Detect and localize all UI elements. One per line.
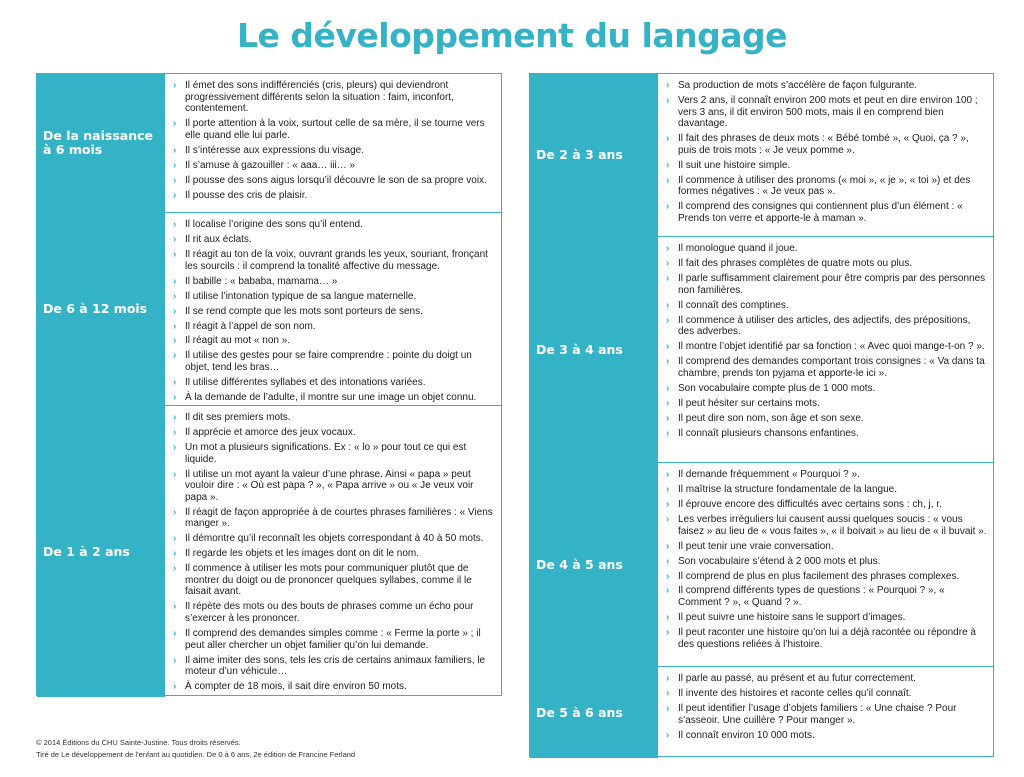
milestone-item: › Il pousse des cris de plaisir.: [173, 190, 495, 202]
milestone-item: › Il comprend de plus en plus facilement des phrases complexes.: [666, 571, 987, 583]
source-line: Tiré de Le développement de l’enfant au quotidien. De 0 à 6 ans, 2e édition de Francine Ferland: [36, 750, 356, 759]
milestone-item: › Il peut identifier l’usage d’objets familiers : « Une chaise ? Pour s’asseoir. Une cuillère ? Pour manger ».: [666, 703, 987, 726]
milestone-item: › Il rit aux éclats.: [173, 234, 495, 246]
age-row: [530, 74, 993, 236]
age-label: De 5 à 6 ans: [530, 667, 658, 758]
milestone-item: › Il répète des mots ou des bouts de phrases comme un écho pour s’exercer à les prononcer.: [173, 601, 495, 624]
milestone-item: › Il éprouve encore des difficultés avec certains sons : ch, j, r.: [666, 499, 987, 511]
milestone-item: › Vers 2 ans, il connaît environ 200 mots et peut en dire environ 100 ; vers 3 ans, il dit environ 500 mots, mais il en comprend bien davantage.: [666, 95, 987, 130]
milestone-item: › Il démontre qu’il reconnaît les objets correspondant à 40 à 50 mots.: [173, 533, 495, 545]
milestone-item: › Son vocabulaire compte plus de 1 000 mots.: [666, 383, 987, 395]
milestone-item: › Il réagit à l’appel de son nom.: [173, 321, 495, 333]
milestone-item: › Il porte attention à la voix, surtout celle de sa mère, il se tourne vers elle quand elle lui parle.: [173, 118, 495, 141]
milestone-item: › Il utilise différentes syllabes et des intonations variées.: [173, 377, 495, 389]
milestone-item: › Il réagit au ton de la voix, ouvrant grands les yeux, souriant, fronçant les sourcils : il comprend la tonalité affective du message.: [173, 249, 495, 272]
milestone-item: › Il comprend des demandes comportant trois consignes : « Va dans ta chambre, prends ton pyjama et apporte-le ici ».: [666, 356, 987, 379]
milestone-list: [658, 667, 993, 758]
milestone-item: › Il apprécie et amorce des jeux vocaux.: [173, 427, 495, 439]
left-table: [36, 73, 502, 696]
age-label: De la naissance à 6 mois: [37, 74, 165, 212]
milestone-item: › Il commence à utiliser des pronoms (« moi », « je », « toi ») et des formes négatives : « Je veux pas ».: [666, 175, 987, 198]
milestone-item: › Il utilise un mot ayant la valeur d’une phrase. Ainsi « papa » peut vouloir dire : « Où est papa ? », « Papa arrive » ou « Je veux voir papa ».: [173, 469, 495, 504]
milestone-item: › Il réagit au mot « non ».: [173, 335, 495, 347]
milestone-item: › Son vocabulaire s’étend à 2 000 mots et plus.: [666, 556, 987, 568]
milestone-item: › Il connaît environ 10 000 mots.: [666, 730, 987, 742]
right-table: [529, 73, 994, 757]
age-label: De 1 à 2 ans: [37, 406, 165, 697]
milestone-item: › Il s’amuse à gazouiller : « aaa… iii… »: [173, 160, 495, 172]
milestone-item: › Il comprend des consignes qui contiennent plus d’un élément : « Prends ton verre et apporte-le à maman ».: [666, 201, 987, 224]
milestone-item: › Il fait des phrases de deux mots : « Bébé tombé », « Quoi, ça ? », puis de trois mots : « Je veux pomme ».: [666, 133, 987, 156]
age-row: [37, 74, 501, 212]
milestone-item: › Il comprend des demandes simples comme : « Ferme la porte » ; il peut aller chercher un objet familier qu’on lui demande.: [173, 628, 495, 651]
age-label: De 6 à 12 mois: [37, 213, 165, 405]
milestone-list: [658, 463, 993, 666]
milestone-item: › À la demande de l’adulte, il montre sur une image un objet connu.: [173, 392, 495, 404]
milestone-item: › Il se rend compte que les mots sont porteurs de sens.: [173, 306, 495, 318]
milestone-item: › Un mot a plusieurs significations. Ex : « lo » pour tout ce qui est liquide.: [173, 442, 495, 465]
milestone-list: [658, 74, 993, 236]
age-label: De 4 à 5 ans: [530, 463, 658, 666]
milestone-item: › Sa production de mots s’accélère de façon fulgurante.: [666, 80, 987, 92]
age-row: [530, 236, 993, 462]
age-row: [37, 212, 501, 405]
age-label: De 3 à 4 ans: [530, 237, 658, 462]
milestone-item: › Il connaît plusieurs chansons enfantines.: [666, 428, 987, 440]
milestone-item: › Il réagit de façon appropriée à de courtes phrases familières : « Viens manger ».: [173, 507, 495, 530]
copyright-line: © 2014 Éditions du CHU Sainte-Justine. Tous droits réservés.: [36, 738, 241, 747]
milestone-item: › Il montre l’objet identifié par sa fonction : « Avec quoi mange-t-on ? ».: [666, 341, 987, 353]
milestone-item: › Il suit une histoire simple.: [666, 160, 987, 172]
milestone-item: › Il peut tenir une vraie conversation.: [666, 541, 987, 553]
age-label: De 2 à 3 ans: [530, 74, 658, 236]
milestone-item: › Il peut raconter une histoire qu’on lui a déjà racontée ou répondre à des questions reliées à l’histoire.: [666, 627, 987, 650]
milestone-item: › Il invente des histoires et raconte celles qu’il connaît.: [666, 688, 987, 700]
milestone-item: › Il commence à utiliser les mots pour communiquer plutôt que de montrer du doigt ou de prononcer quelques syllabes, comme il le faisait avant.: [173, 563, 495, 598]
age-row: [530, 462, 993, 666]
milestone-item: › Il utilise des gestes pour se faire comprendre : pointe du doigt un objet, tend les bras…: [173, 350, 495, 373]
milestone-item: › À compter de 18 mois, il sait dire environ 50 mots.: [173, 681, 495, 693]
milestone-list: [658, 237, 993, 462]
milestone-item: › Il dit ses premiers mots.: [173, 412, 495, 424]
milestone-item: › Il commence à utiliser des articles, des adjectifs, des prépositions, des adverbes.: [666, 315, 987, 338]
milestone-item: › Il localise l’origine des sons qu’il entend.: [173, 219, 495, 231]
milestone-item: › Il parle suffisamment clairement pour être compris par des personnes non familières.: [666, 273, 987, 296]
milestone-item: › Il monologue quand il joue.: [666, 243, 987, 255]
milestone-item: › Il connaît des comptines.: [666, 300, 987, 312]
milestone-item: › Il fait des phrases complètes de quatre mots ou plus.: [666, 258, 987, 270]
milestone-item: › Il maîtrise la structure fondamentale de la langue.: [666, 484, 987, 496]
milestone-item: › Il peut hésiter sur certains mots.: [666, 398, 987, 410]
milestone-item: › Il parle au passé, au présent et au futur correctement.: [666, 673, 987, 685]
footer: [36, 737, 355, 761]
milestone-item: › Il utilise l’intonation typique de sa langue maternelle.: [173, 291, 495, 303]
milestone-item: › Il babille : « bababa, mamama… »: [173, 276, 495, 288]
milestone-item: › Il s’intéresse aux expressions du visage.: [173, 145, 495, 157]
page-title: Le développement du langage: [237, 16, 787, 55]
age-row: [530, 666, 993, 758]
milestone-item: › Il comprend différents types de questions : « Pourquoi ? », « Comment ? », « Quand ? ».: [666, 585, 987, 608]
milestone-item: › Il pousse des sons aigus lorsqu’il découvre le son de sa propre voix.: [173, 175, 495, 187]
milestone-item: › Il demande fréquemment « Pourquoi ? ».: [666, 469, 987, 481]
milestone-item: › Il aime imiter des sons, tels les cris de certains animaux familiers, le moteur d’un véhicule…: [173, 655, 495, 678]
milestone-list: [165, 406, 501, 697]
milestone-list: [165, 74, 501, 212]
milestone-item: › Il émet des sons indifférenciés (cris, pleurs) qui deviendront progressivement différents selon la situation : faim, inconfort, contentement.: [173, 80, 495, 115]
milestone-item: › Il peut suivre une histoire sans le support d’images.: [666, 612, 987, 624]
milestone-item: › Il peut dire son nom, son âge et son sexe.: [666, 413, 987, 425]
age-row: [37, 405, 501, 697]
milestone-item: › Il regarde les objets et les images dont on dit le nom.: [173, 548, 495, 560]
milestone-item: › Les verbes irréguliers lui causent aussi quelques soucis : « vous faisez » au lieu de « vous faites », « il boivait » au lieu de « il buvait ».: [666, 514, 987, 537]
milestone-list: [165, 213, 501, 405]
